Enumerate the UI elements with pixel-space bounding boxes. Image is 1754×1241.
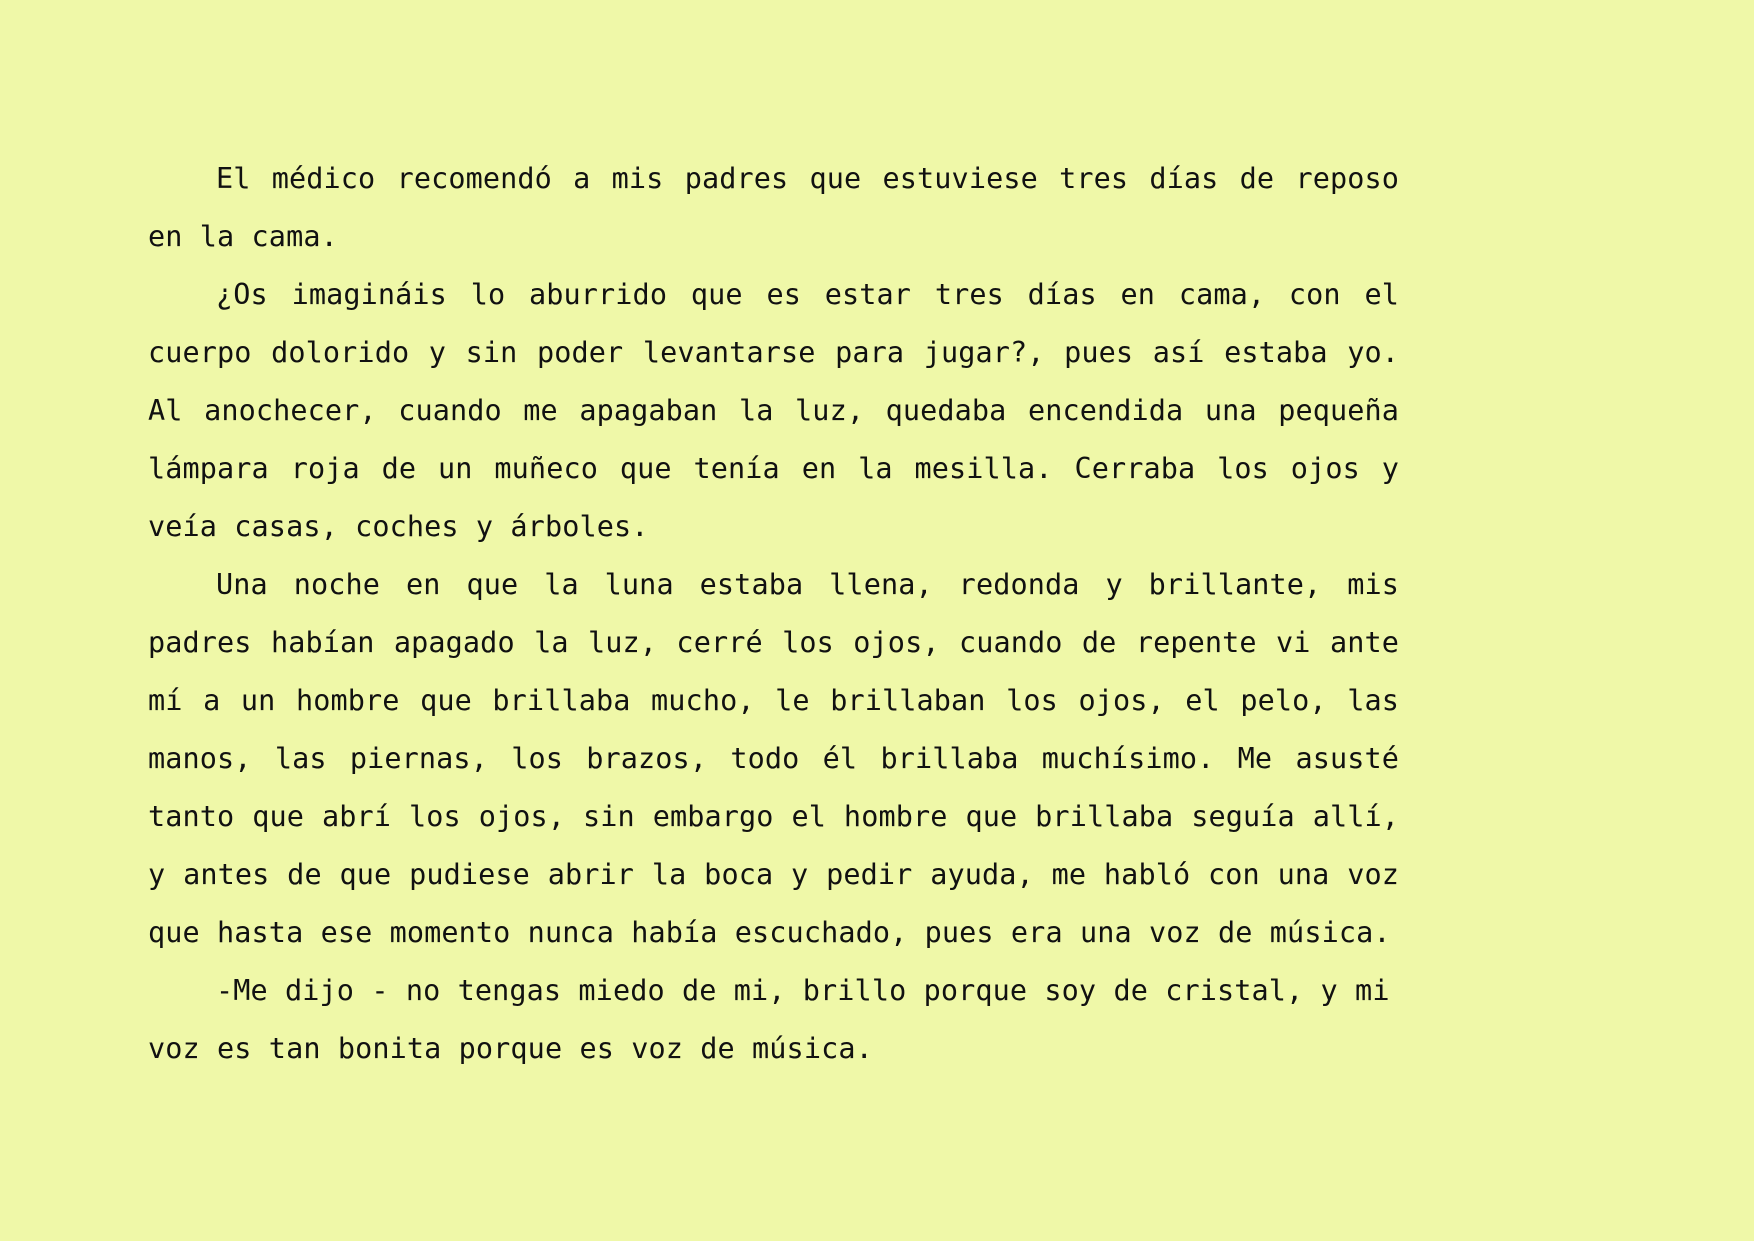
- paragraph: ¿Os imagináis lo aburrido que es estar tres días en cama, con el cuerpo dolorido y sin poder levantarse para jugar?, pues así estaba yo. Al anochecer, cuando me apagaban la luz, quedaba encendida una pequeña lámpara roja de un muñeco que tenía en la mesilla. Cerraba los ojos y veía casas, coches y árboles.: [148, 278, 1399, 543]
- story-text-body: [148, 150, 1399, 1078]
- paragraph: El médico recomendó a mis padres que estuviese tres días de reposo en la cama.: [148, 162, 1399, 253]
- paragraph: Una noche en que la luna estaba llena, redonda y brillante, mis padres habían apagado la luz, cerré los ojos, cuando de repente vi ante mí a un hombre que brillaba mucho, le brillaban los ojos, el pelo, las manos, las piernas, los brazos, todo él brillaba muchísimo. Me asusté tanto que abrí los ojos, sin embargo el hombre que brillaba seguía allí, y antes de que pudiese abrir la boca y pedir ayuda, me habló con una voz que hasta ese momento nunca había escuchado, pues era una voz de música.: [148, 568, 1399, 949]
- paragraph: -Me dijo - no tengas miedo de mi, brillo porque soy de cristal, y mi voz es tan bonita porque es voz de música.: [148, 974, 1390, 1065]
